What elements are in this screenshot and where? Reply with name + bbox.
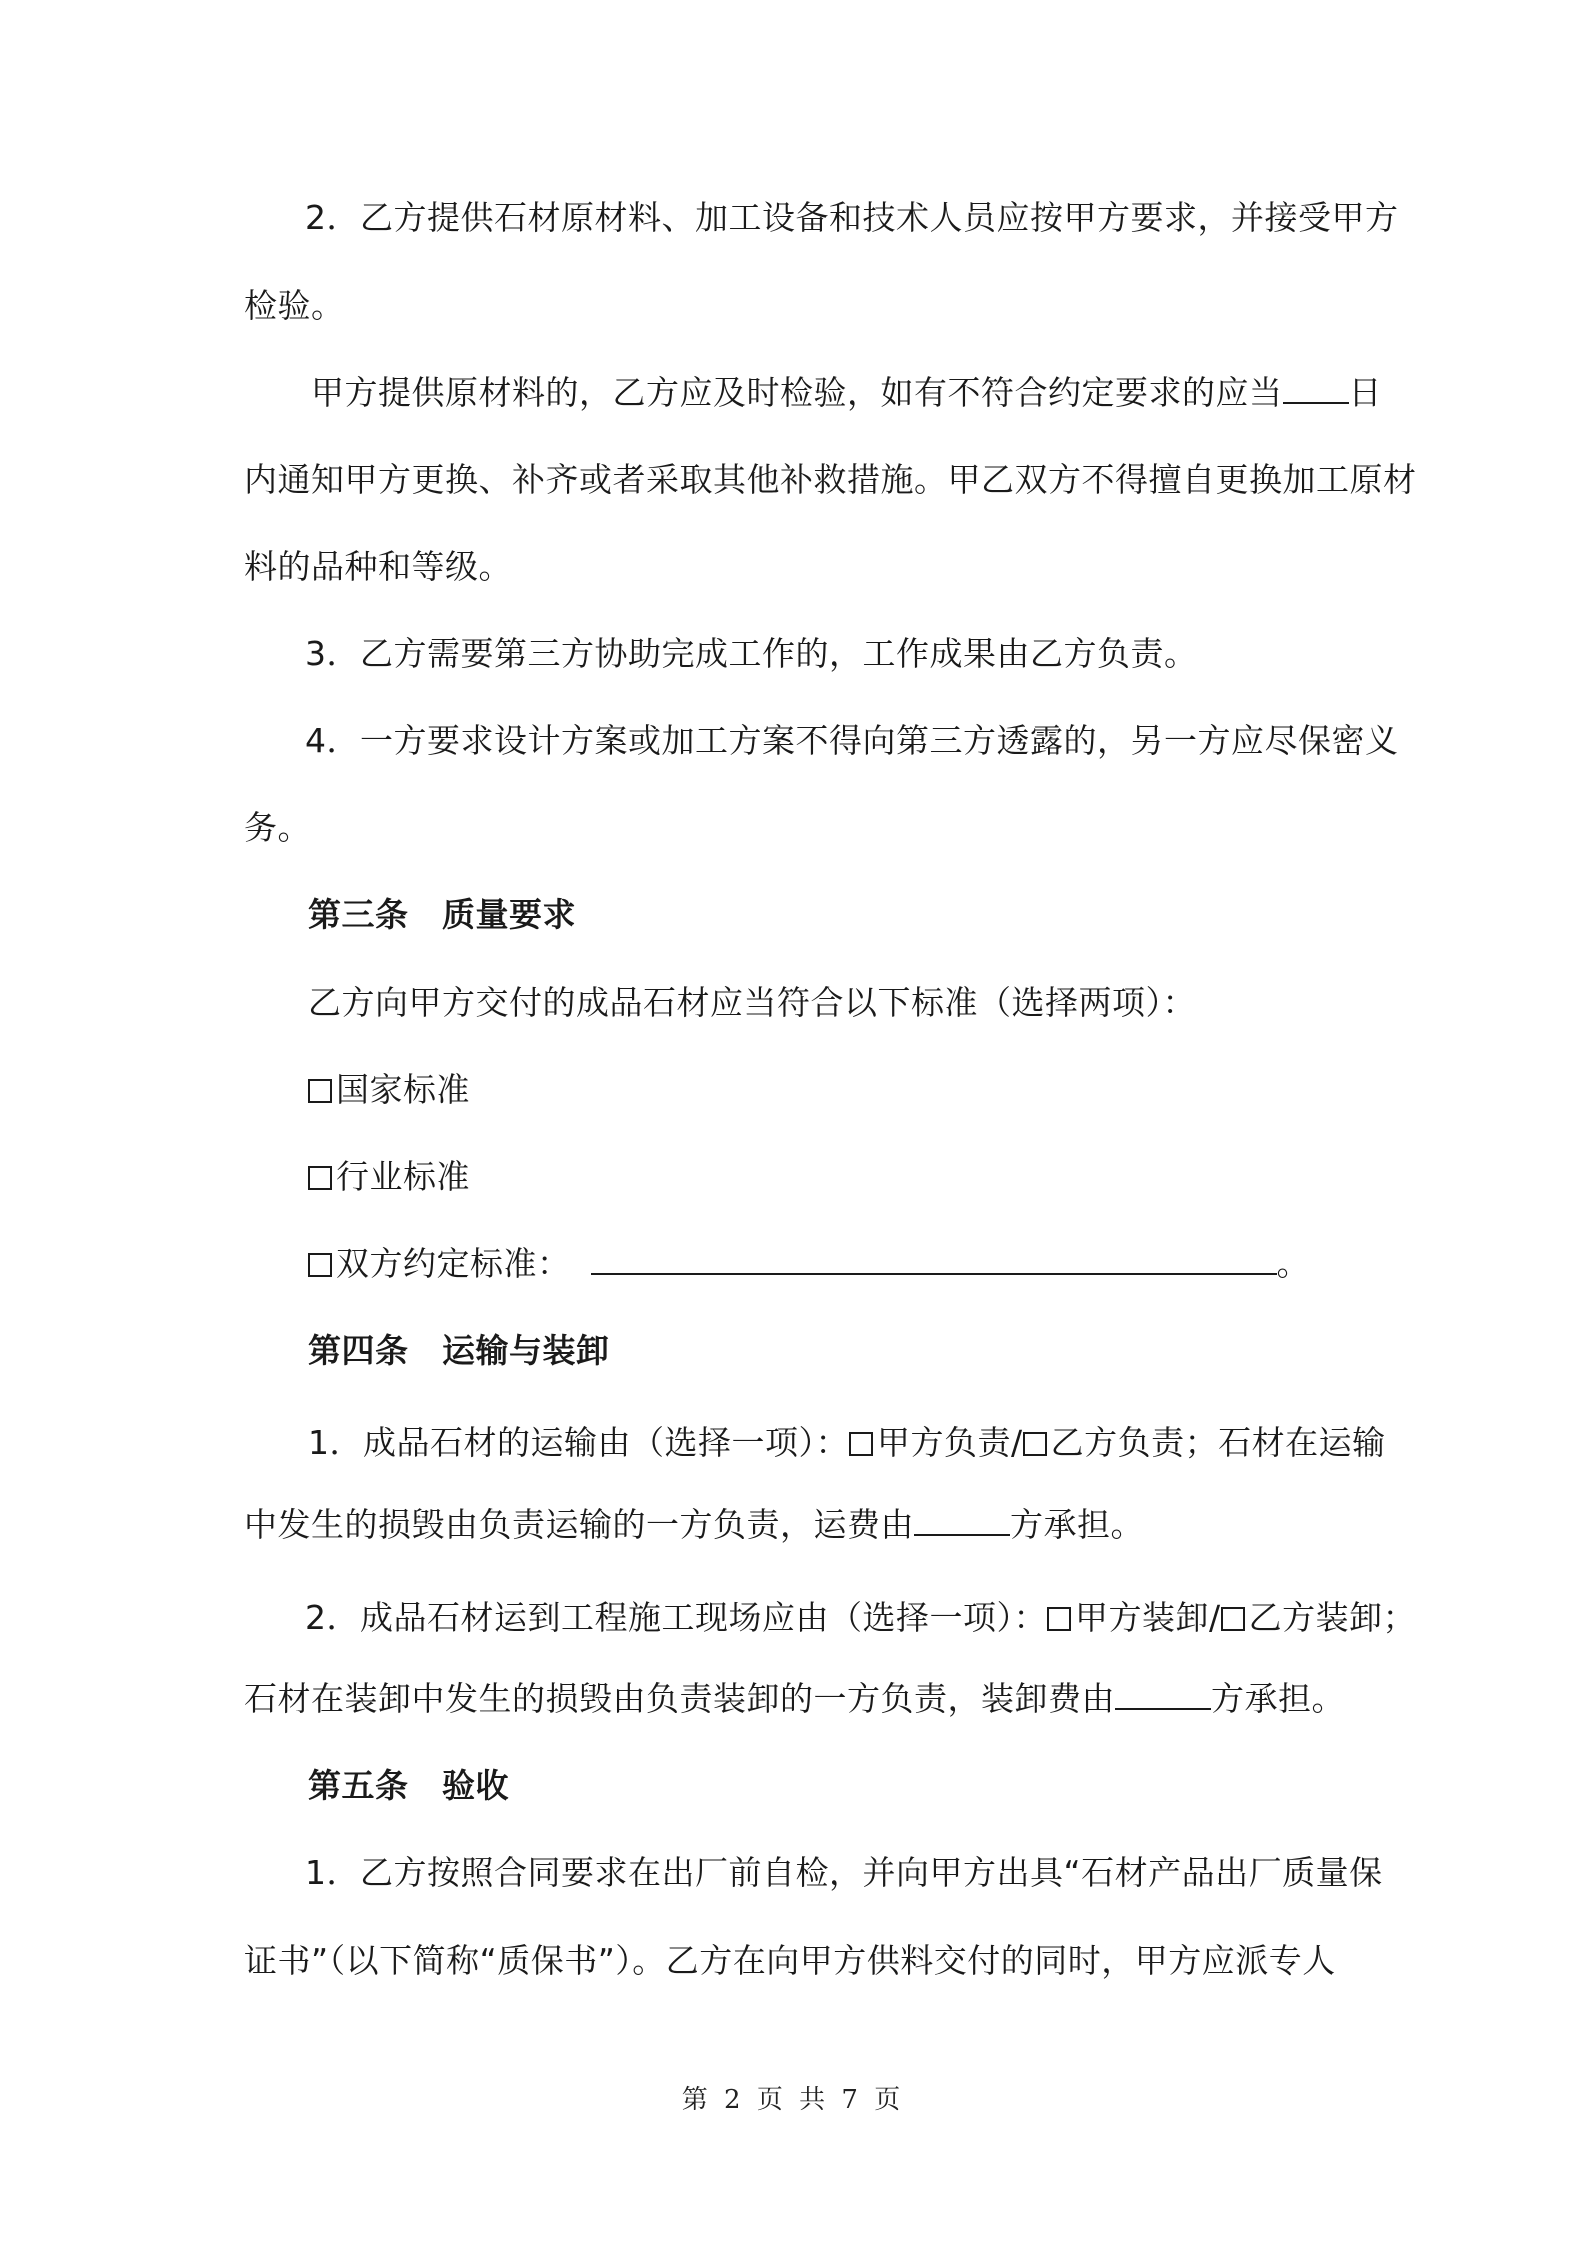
article-4-item-1-line-2: 中发生的损毁由负责运输的一方负责，运费由 方承担。 (244, 1505, 1144, 1544)
paragraph-materials-line-2: 内通知甲方更换、补齐或者采取其他补救措施。甲乙双方不得擅自更换加工原材 (244, 460, 1417, 499)
days-blank (1283, 372, 1349, 404)
checkbox[interactable] (849, 1432, 873, 1456)
option-industry-standard: 行业标准 (0, 1155, 1586, 1199)
freight-payer-blank (914, 1504, 1010, 1536)
article-3-intro: 乙方向甲方交付的成品石材应当符合以下标准（选择两项）： (308, 983, 1196, 1022)
checkbox[interactable] (308, 1079, 332, 1103)
article-4-heading: 第四条 运输与装卸 (308, 1331, 610, 1370)
checkbox[interactable] (308, 1253, 332, 1277)
option-national-standard: 国家标准 (0, 1068, 1586, 1112)
article-3-heading: 第三条 质量要求 (308, 895, 576, 934)
paragraph-4-line-1: 4．一方要求设计方案或加工方案不得向第三方透露的，另一方应尽保密义 (305, 721, 1399, 760)
checkbox[interactable] (1047, 1607, 1071, 1631)
article-4-item-1-line-1: 1．成品石材的运输由（选择一项）： 甲方负责/ 乙方负责；石材在运输 (308, 1423, 1386, 1462)
agreed-standard-blank (591, 1243, 1277, 1275)
checkbox[interactable] (1221, 1607, 1245, 1631)
paragraph-2-line-2: 检验。 (244, 286, 345, 325)
checkbox[interactable] (1023, 1432, 1047, 1456)
paragraph-4-line-2: 务。 (244, 808, 311, 847)
option-agreed-standard: 双方约定标准： 。 (0, 1242, 1586, 1286)
paragraph-3: 3．乙方需要第三方协助完成工作的，工作成果由乙方负责。 (305, 634, 1198, 673)
handling-fee-payer-blank (1115, 1678, 1211, 1710)
article-5-line-1: 1．乙方按照合同要求在出厂前自检，并向甲方出具“石材产品出厂质量保 (305, 1853, 1383, 1892)
paragraph-2-line-1: 2．乙方提供石材原材料、加工设备和技术人员应按甲方要求，并接受甲方 (305, 198, 1399, 237)
article-5-heading: 第五条 验收 (308, 1766, 509, 1805)
checkbox[interactable] (308, 1166, 332, 1190)
page-number-footer: 第 2 页 共 7 页 (681, 2085, 905, 2115)
article-4-item-2-line-2: 石材在装卸中发生的损毁由负责装卸的一方负责，装卸费由 方承担。 (244, 1679, 1345, 1718)
paragraph-materials-line-3: 料的品种和等级。 (244, 547, 512, 586)
article-4-item-2-line-1: 2．成品石材运到工程施工现场应由（选择一项）： 甲方装卸/ 乙方装卸； (305, 1598, 1417, 1637)
paragraph-materials-line-1: 甲方提供原材料的，乙方应及时检验，如有不符合约定要求的应当 日 (311, 373, 1382, 412)
article-5-line-2: 证书”（以下简称“质保书”）。乙方在向甲方供料交付的同时，甲方应派专人 (244, 1941, 1336, 1980)
